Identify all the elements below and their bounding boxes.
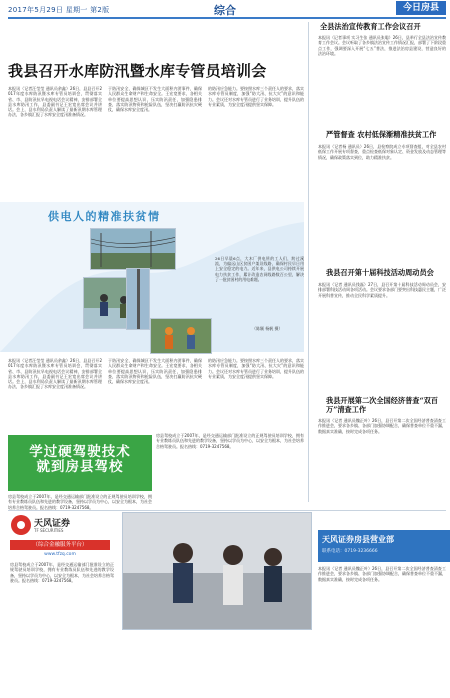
tf-brand: 天风证券	[34, 519, 71, 529]
side-article-3-body: 本报讯（记者 通讯员钱磊）27日，县召开第十届科技活动周动员会，安排部署科技活动周各项活动。会议要求各部门要突出科技惠民主题，广泛开展科普宣传，推动全民科学素质提升。	[318, 282, 446, 298]
main-article-col2: 于防汛安全，确保城区不发生大面积内涝事件，确保人民群众生命财产和生命安全。王宏宽要求，各相关单位要提高思想认识，压实防汛责任，加强隐患排查，落实防汛物资和抢险队伍，坚决打赢防汛抗灾硬仗，确保水库安全度汛。	[108, 86, 202, 113]
ad-photo-people	[122, 512, 312, 630]
tf-logo-icon	[10, 514, 32, 536]
ad-photo-people-image	[123, 513, 312, 630]
driving-school-banner	[8, 435, 152, 491]
photo-pole	[126, 268, 150, 330]
section-title: 综合	[214, 4, 236, 17]
tf-tagline: （综合金融服务平台）	[10, 540, 110, 550]
driving-school-body: 房县驾校成立于2007年，是经交通运输部门批准设立的正规驾驶员培训学校，拥有专业教练员队伍和先进的教学设备，坚持以学员为中心，以安全为根本，为社会培养合格驾驶员。报名热线：0719-3247568。	[156, 433, 304, 449]
side-article-2-title: 严管督查 农村低保渐精准扶贫工作	[326, 130, 437, 139]
side-article-3-title: 我县召开第十届科技活动周动员会	[326, 268, 434, 277]
tf-branch-title: 天风证券房县营业部	[322, 534, 394, 544]
masthead-rule	[8, 17, 446, 19]
photo-pole-image	[127, 269, 150, 330]
photo-caption: 26日早晨6点，大木厂供电所的工人们，跨过溪流，为偏远山区贫困户架设线路，确保村民早日用上安全稳定的电力。近年来，县供电公司持续开展电力扶贫工作，累计改造农网线路数百公里，解决了一批贫困村的用电难题。	[215, 256, 304, 282]
photo-workers-field	[150, 318, 212, 354]
masthead-date: 2017年5月29日 星期一 第2版	[8, 6, 110, 14]
side-article-1-title: 全县法治宣传教育工作会议召开	[320, 22, 421, 31]
photo-feature-title: 供电人的精准扶贫情	[48, 210, 161, 223]
tf-branch-subtitle: 联系电话：0719-3236666	[322, 549, 378, 554]
photo-workers-field-image	[151, 319, 212, 354]
main-article-col1: 本报讯（记者汪莹莹 通讯员余鑫）26日，县县召开2017年度水库防汛暨水库专管员培训会，贯彻落实省、市、县防汛抗旱电视电话会议精神，安排部署全县水库防汛工作，县委副书记王宏宽出席会议并讲话。会上，县水利局负责人解读了最新汛期水库管理办法，各乡镇汇报了水库安全度汛准备情况。	[8, 86, 102, 118]
driving-school-title-2: 就到房县驾校	[36, 459, 124, 475]
column-divider	[308, 22, 309, 502]
photo-byline: （陈颖 杨帆 摄）	[252, 326, 283, 331]
newspaper-logo: 今日房县	[396, 1, 446, 15]
tf-branch-body: 本报讯（记者 通讯员魏正叶）26日，县召开第二次全国经济普查清查工作推进会，要求各乡镇、各部门加强协调配合，确保普查单位不重不漏，数据真实准确，按时完成各项任务。	[318, 566, 446, 582]
driving-school-title-1: 学过硬驾驶技术	[29, 444, 131, 460]
main-article-col3: 的防汛应急能力。要按照水库三个责任人的要求，落实水库专管员制度，加强“防大汛、抗大灾”的意识和能力。会议还对水库专管员进行了业务培训，提升队伍的专业素质，为安全度汛提供坚实保障。	[208, 86, 304, 107]
tf-brand-en: TF SECURITIES	[34, 528, 64, 533]
side-article-1-body: 本报讯（记者事项 实习生张 通讯员张聪）26日，县举行全县法治宣传教育工作会议。会议听取了各乡镇法治宣传工作情况汇报，部署了下阶段重点工作，强调要深入开展“七五”普法，推进法治房县建设，营造良好的法治环境。	[318, 35, 446, 56]
lower-article-col2: 于防汛安全，确保城区不发生大面积内涝事件，确保人民群众生命财产和生命安全。王宏宽要求，各相关单位要提高思想认识，压实防汛责任，加强隐患排查，落实防汛物资和抢险队伍，坚决打赢防汛抗灾硬仗，确保水库安全度汛。	[108, 358, 202, 385]
side-article-4-body: 本报讯（记者 通讯员魏正叶）26日，县召开第二次全国经济普查清查工作推进会，要求各乡镇、各部门加强协调配合，确保普查单位不重不漏，数据真实准确，按时完成各项任务。	[318, 418, 446, 434]
photo-powerline-image	[91, 229, 176, 270]
main-headline: 我县召开水库防汛暨水库专管员培训会	[8, 62, 267, 80]
bottom-rule	[8, 510, 446, 511]
tf-ad-body: 房县驾校成立于2007年，是经交通运输部门批准设立的正规驾驶员培训学校，拥有专业教练员队伍和先进的教学设备，坚持以学员为中心，以安全为根本，为社会培养合格驾驶员。报名热线：0719-3247568。	[10, 562, 114, 583]
driving-school-extra: 房县驾校成立于2007年，是经交通运输部门批准设立的正规驾驶员培训学校，拥有专业教练员队伍和先进的教学设备，坚持以学员为中心，以安全为根本，为社会培养合格驾驶员。报名热线：0719-3247568。	[8, 494, 152, 510]
photo-powerline	[90, 228, 176, 270]
lower-article-col3: 的防汛应急能力。要按照水库三个责任人的要求，落实水库专管员制度，加强“防大汛、抗大灾”的意识和能力。会议还对水库专管员进行了业务培训，提升队伍的专业素质，为安全度汛提供坚实保障。	[208, 358, 304, 379]
tf-securities-ad	[8, 512, 118, 630]
side-article-2-body: 本报讯（记者杨 通讯员）26日，县检察院成立专项督查组，对全县农村低保工作开展专项督查，重点检查低保对象认定、资金发放及动态管理等情况，确保政策落实到位，助力精准扶贫。	[318, 144, 446, 160]
side-article-4-title: 我县开展第二次全国经济普查“双百万”清查工作	[326, 396, 438, 414]
lower-article-col1: 本报讯（记者汪莹莹 通讯员余鑫）26日，县县召开2017年度水库防汛暨水库专管员培训会，贯彻落实省、市、县防汛抗旱电视电话会议精神，安排部署全县水库防汛工作，县委副书记王宏宽出席会议并讲话。会上，县水利局负责人解读了最新汛期水库管理办法，各乡镇汇报了水库安全度汛准备情况。	[8, 358, 102, 390]
tf-branch-ad	[318, 530, 450, 562]
tf-url[interactable]: www.tfzq.com	[44, 552, 76, 557]
